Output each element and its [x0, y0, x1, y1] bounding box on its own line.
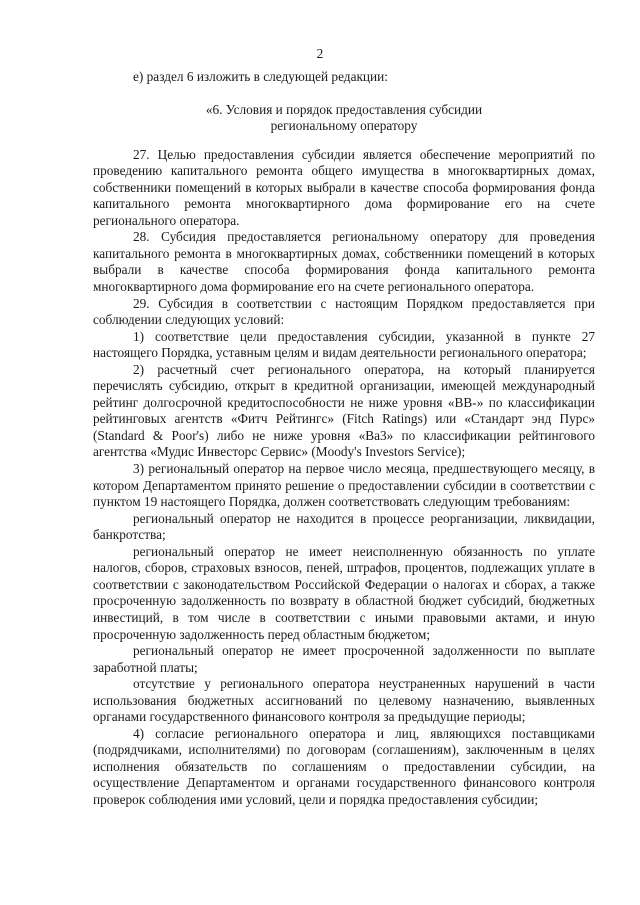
paragraph-29: 29. Субсидия в соответствии с настоящим Порядком предоставляется при соблюдении следующих условий: [93, 295, 595, 328]
document-body [93, 69, 595, 809]
requirement-no-tax-debt: региональный оператор не имеет неисполненную обязанность по уплате налогов, сборов, страховых взносов, пеней, штрафов, процентов, подлежащих уплате в соответствии с законодательством Российской Федерации о налогах и сборах, а также просроченную задолженность по возврату в областной бюджет субсидий, бюджетных инвестиций, в том числе в соответствии с иными правовыми актами, и иную просроченную задолженность перед областным бюджетом; [93, 543, 595, 642]
spacer [93, 135, 595, 147]
requirement-no-violations: отсутствие у регионального оператора неустраненных нарушений в части использования бюджетных ассигнований по целевому назначению, выявленных органами государственного финансового контроля за предыдущие периоды; [93, 676, 595, 725]
condition-1: 1) соответствие цели предоставления субсидии, указанной в пункте 27 настоящего Порядка, уставным целям и видам деятельности регионального оператора; [93, 328, 595, 361]
section-heading-line-1: «6. Условия и порядок предоставления субсидии [205, 101, 483, 117]
requirement-no-bankruptcy: региональный оператор не находится в процессе реорганизации, ликвидации, банкротства; [93, 510, 595, 543]
condition-4: 4) согласие регионального оператора и лиц, являющихся поставщиками (подрядчиками, исполнителями) по договорам (соглашениям), заключенным в целях исполнения обязательств по соглашениям о предоставлении субсидии, на осуществление Департаментом и органами государственного финансового контроля проверок соблюдения ими условий, цели и порядка предоставления субсидии; [93, 725, 595, 807]
spacer [93, 86, 595, 102]
requirement-no-wage-debt: региональный оператор не имеет просроченной задолженности по выплате заработной платы; [93, 643, 595, 675]
paragraph-28: 28. Субсидия предоставляется региональному оператору для проведения капитального ремонта в многоквартирных домах, собственники помещений в которых выбрали в качестве способа формирования фонда капитального ремонта многоквартирного дома формирование его на счете регионального оператора. [93, 229, 595, 295]
condition-2: 2) расчетный счет регионального оператора, на который планируется перечислять субсидию, открыт в кредитной организации, имеющей международный рейтинг долгосрочной кредитоспособности не ниже уровня «ВВ-» по классификации рейтинговых агентств «Фитч Рейтингс» (Fitch Ratings) или «Стандарт энд Пурс» (Standard & Poor's) либо не ниже уровня «Ва3» по классификации рейтингового агентства «Мудис Инвесторс Сервис» (Moody's Investors Service); [93, 361, 595, 460]
section-heading-line-2: региональному оператору [270, 118, 418, 134]
paragraph-27: 27. Целью предоставления субсидии является обеспечение мероприятий по проведению капитального ремонта общего имущества в многоквартирных домах, собственники помещений в которых выбрали в качестве способа формирования фонда капитального ремонта многоквартирного дома формирование его на счете регионального оператора. [93, 146, 595, 228]
page-number: 2 [316, 46, 324, 61]
intro-line: е) раздел 6 изложить в следующей редакции: [133, 69, 388, 84]
condition-3: 3) региональный оператор на первое число месяца, предшествующего месяцу, в котором Департаментом принято решение о предоставлении субсидии в соответствии с пунктом 19 настоящего Порядка, должен соответствовать следующим требованиям: [93, 461, 595, 510]
